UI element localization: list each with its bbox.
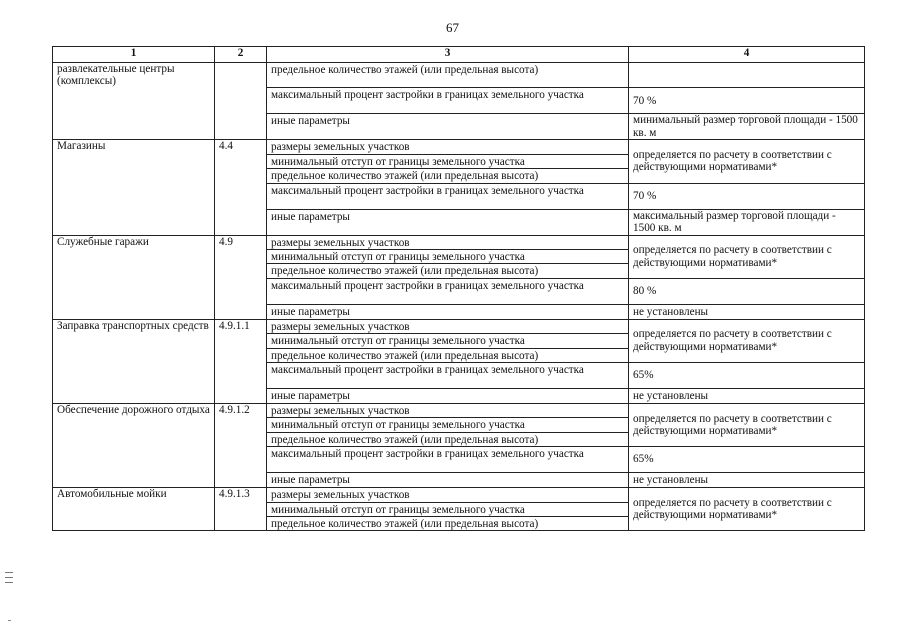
value-cell: 70 % [629,183,865,209]
code-cell: 4.9.1.2 [215,403,267,417]
code-cell [215,447,267,473]
table-row [53,388,865,403]
regulations-table [52,46,865,531]
table-row [53,447,865,473]
value-cell: не установлены [629,388,865,403]
table-row [53,183,865,209]
parameter-cell: минимальный отступ от границы земельного участка [267,502,629,516]
use-type-cell [53,209,215,235]
use-type-cell: Заправка транспортных средств [53,319,215,333]
parameter-cell: минимальный отступ от границы земельного участка [267,334,629,348]
table-row [53,488,865,502]
use-type-cell [53,502,215,516]
page-number: 67 [446,20,459,35]
code-cell [215,334,267,348]
value-cell: определяется по расчету в соответствии с действующими нормативами* [629,235,865,278]
parameter-cell: размеры земельных участков [267,403,629,417]
use-type-cell [53,418,215,432]
parameter-cell: предельное количество этажей (или предельная высота) [267,348,629,362]
use-type-cell [53,114,215,140]
use-type-cell [53,334,215,348]
code-cell [215,502,267,516]
value-cell: 65% [629,447,865,473]
code-cell: 4.9 [215,235,267,249]
code-cell [215,114,267,140]
table-body [53,63,865,531]
parameter-cell: размеры земельных участков [267,488,629,502]
parameter-cell: иные параметры [267,473,629,488]
use-type-cell: развлекательные центры (комплексы) [53,63,215,88]
code-cell: 4.9.1.1 [215,319,267,333]
table-row [53,88,865,114]
value-cell: 70 % [629,88,865,114]
use-type-cell [53,88,215,114]
column-header-4: 4 [629,47,865,63]
code-cell [215,264,267,278]
use-type-cell: Обеспечение дорожного отдыха [53,403,215,417]
use-type-cell [53,388,215,403]
parameter-cell: иные параметры [267,209,629,235]
parameter-cell: максимальный процент застройки в границах земельного участка [267,362,629,388]
parameter-cell: размеры земельных участков [267,140,629,154]
table-row [53,140,865,154]
use-type-cell [53,154,215,168]
use-type-cell [53,473,215,488]
use-type-cell [53,432,215,446]
use-type-cell [53,517,215,531]
code-cell [215,473,267,488]
table-row [53,403,865,417]
use-type-cell [53,183,215,209]
value-cell: определяется по расчету в соответствии с действующими нормативами* [629,488,865,531]
parameter-cell: предельное количество этажей (или предельная высота) [267,517,629,531]
table-row [53,362,865,388]
code-cell: 4.4 [215,140,267,154]
parameter-cell: минимальный отступ от границы земельного участка [267,154,629,168]
parameter-cell: предельное количество этажей (или предельная высота) [267,63,629,88]
value-cell: не установлены [629,304,865,319]
column-header-3: 3 [267,47,629,63]
parameter-cell: предельное количество этажей (или предельная высота) [267,432,629,446]
value-cell: определяется по расчету в соответствии с действующими нормативами* [629,403,865,446]
code-cell [215,432,267,446]
parameter-cell: предельное количество этажей (или предельная высота) [267,264,629,278]
code-cell: 4.9.1.3 [215,488,267,502]
use-type-cell [53,169,215,183]
parameter-cell: минимальный отступ от границы земельного участка [267,249,629,263]
value-cell: 65% [629,362,865,388]
code-cell [215,169,267,183]
use-type-cell [53,264,215,278]
use-type-cell: Магазины [53,140,215,154]
parameter-cell: иные параметры [267,304,629,319]
use-type-cell [53,348,215,362]
value-cell: 80 % [629,278,865,304]
use-type-cell [53,278,215,304]
value-cell: не установлены [629,473,865,488]
margin-dot [8,620,11,621]
column-header-2: 2 [215,47,267,63]
code-cell [215,88,267,114]
code-cell [215,183,267,209]
code-cell [215,154,267,168]
value-cell: минимальный размер торговой площади - 1500 кв. м [629,114,865,140]
parameter-cell: размеры земельных участков [267,235,629,249]
use-type-cell [53,447,215,473]
parameter-cell: иные параметры [267,114,629,140]
margin-mark [5,572,13,583]
table-row [53,304,865,319]
table-row [53,319,865,333]
parameter-cell: максимальный процент застройки в границах земельного участка [267,88,629,114]
code-cell [215,209,267,235]
table-row [53,278,865,304]
code-cell [215,388,267,403]
table-row [53,114,865,140]
use-type-cell: Автомобильные мойки [53,488,215,502]
code-cell [215,304,267,319]
parameter-cell: максимальный процент застройки в границах земельного участка [267,278,629,304]
use-type-cell [53,304,215,319]
table-row [53,473,865,488]
parameter-cell: предельное количество этажей (или предельная высота) [267,169,629,183]
code-cell [215,63,267,88]
code-cell [215,362,267,388]
value-cell: определяется по расчету в соответствии с действующими нормативами* [629,140,865,183]
table-row [53,63,865,88]
parameter-cell: максимальный процент застройки в границах земельного участка [267,183,629,209]
code-cell [215,249,267,263]
code-cell [215,418,267,432]
value-cell: определяется по расчету в соответствии с действующими нормативами* [629,319,865,362]
code-cell [215,517,267,531]
use-type-cell [53,362,215,388]
code-cell [215,348,267,362]
value-cell: максимальный размер торговой площади - 1500 кв. м [629,209,865,235]
parameter-cell: минимальный отступ от границы земельного участка [267,418,629,432]
parameter-cell: размеры земельных участков [267,319,629,333]
use-type-cell: Служебные гаражи [53,235,215,249]
table-row [53,235,865,249]
parameter-cell: иные параметры [267,388,629,403]
use-type-cell [53,249,215,263]
table-header [53,47,865,63]
value-cell [629,63,865,88]
column-header-1: 1 [53,47,215,63]
table-row [53,209,865,235]
parameter-cell: максимальный процент застройки в границах земельного участка [267,447,629,473]
code-cell [215,278,267,304]
